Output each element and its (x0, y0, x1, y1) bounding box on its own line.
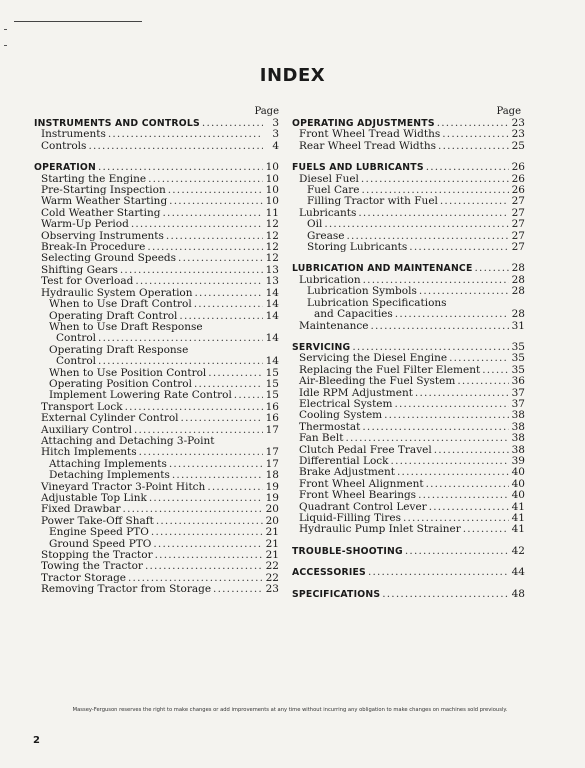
entry-label: Removing Tractor from Storage (41, 583, 212, 596)
entry-label: Idle RPM Adjustment (299, 386, 413, 399)
entry-page-number: 27 (511, 218, 525, 231)
dot-leader (429, 502, 509, 513)
entry-label: Lubrication (299, 273, 361, 286)
entry-label: Oil (307, 218, 323, 231)
entry-page-number: 44 (511, 566, 525, 579)
dot-leader (155, 550, 263, 561)
index-entry (292, 353, 525, 364)
index-entry (34, 299, 279, 310)
entry-label: Filling Tractor with Fuel (307, 195, 438, 208)
dot-leader (195, 288, 263, 299)
entry-page-number: 26 (511, 184, 525, 197)
entry-label: Warm-Up Period (41, 218, 129, 231)
dot-leader (384, 410, 509, 421)
entry-page-number: 13 (265, 275, 279, 288)
entry-page-number: 26 (511, 161, 525, 174)
dot-leader (135, 276, 263, 287)
entry-label: Engine Speed PTO (49, 526, 149, 539)
entry-label: Detaching Implements (49, 469, 170, 482)
index-entry (292, 208, 525, 219)
margin-mark (4, 45, 7, 46)
dot-leader (426, 479, 509, 490)
dot-leader (194, 299, 263, 310)
entry-page-number: 19 (265, 492, 279, 504)
page-title: INDEX (259, 65, 326, 86)
entry-label: External Cylinder Control (41, 412, 179, 425)
index-entry (292, 376, 525, 387)
dot-leader (361, 174, 509, 185)
dot-leader (234, 390, 263, 401)
dot-leader (475, 263, 509, 274)
entry-page-number: 27 (511, 241, 525, 254)
entry-label: Attaching Implements (49, 457, 167, 470)
entry-label: OPERATION (34, 162, 96, 174)
entry-label: Rear Wheel Tread Widths (299, 139, 437, 152)
entry-label: Lubricants (299, 206, 357, 219)
entry-page-number: 28 (511, 308, 525, 321)
entry-page-number: 11 (265, 206, 279, 219)
entry-label: Fan Belt (299, 432, 344, 445)
dot-leader (202, 118, 263, 129)
index-section (34, 162, 279, 595)
entry-label: Vineyard Tractor 3-Point Hitch (41, 480, 206, 493)
entry-label: INSTRUMENTS AND CONTROLS (34, 118, 200, 129)
entry-label: Diesel Fuel (299, 172, 359, 185)
page-column-header: Page (496, 106, 521, 117)
entry-page-number: 27 (511, 229, 525, 242)
entry-page-number: 15 (265, 366, 279, 379)
entry-label: Replacing the Fuel Filter Element (299, 363, 481, 376)
entry-page-number: 22 (265, 560, 279, 573)
entry-label: FUELS AND LUBRICANTS (292, 162, 424, 174)
entry-label: ACCESSORIES (292, 567, 366, 579)
page-number: 2 (33, 735, 40, 746)
entry-label: Shifting Gears (41, 263, 118, 276)
entry-label: Hitch Implements (41, 446, 137, 459)
entry-page-number: 16 (265, 412, 279, 425)
entry-page-number: 40 (511, 489, 525, 502)
entry-page-number: 38 (511, 420, 525, 433)
entry-label: SPECIFICATIONS (292, 588, 381, 600)
index-section-heading (292, 589, 525, 600)
entry-page-number: 21 (265, 549, 279, 562)
entry-page-number: 22 (265, 571, 279, 584)
entry-page-number: 14 (265, 298, 279, 311)
index-section (292, 546, 525, 557)
index-entry (34, 333, 279, 344)
dot-leader (395, 309, 509, 320)
entry-page-number: 12 (265, 218, 279, 231)
entry-label: Selecting Ground Speeds (41, 252, 177, 265)
entry-page-number: 14 (265, 286, 279, 299)
index-entry (34, 141, 279, 152)
entry-page-number: 35 (511, 340, 525, 353)
index-section (292, 567, 525, 578)
entry-label: Auxiliary Control (41, 423, 132, 436)
entry-label: Adjustable Top Link (41, 492, 147, 504)
index-section-heading (292, 567, 525, 578)
entry-label: Cooling System (299, 409, 383, 422)
entry-page-number: 23 (511, 128, 525, 141)
entry-label: Implement Lowering Rate Control (49, 389, 232, 402)
entry-label: SERVICING (292, 341, 351, 353)
index-entry (292, 309, 525, 320)
dot-leader (405, 546, 509, 557)
entry-label: Test for Overload (41, 275, 134, 288)
entry-label: Warm Weather Starting (41, 195, 168, 208)
dot-leader (415, 388, 509, 399)
index-section (292, 118, 525, 152)
entry-page-number: 23 (265, 583, 279, 596)
index-section-heading (292, 546, 525, 557)
index-entry (34, 356, 279, 367)
entry-page-number: 20 (265, 503, 279, 516)
entry-label: Tractor Storage (41, 571, 127, 584)
index-section (292, 589, 525, 600)
entry-label: LUBRICATION AND MAINTENANCE (292, 263, 473, 275)
index-entry (292, 524, 525, 535)
entry-label: OPERATING ADJUSTMENTS (292, 118, 435, 129)
entry-label: Controls (41, 139, 87, 152)
entry-page-number: 35 (511, 363, 525, 376)
dot-leader (368, 567, 509, 578)
dot-leader (172, 470, 263, 481)
entry-page-number: 21 (265, 526, 279, 539)
entry-label: When to Use Draft Control (49, 298, 192, 311)
entry-label: Front Wheel Bearings (299, 489, 417, 502)
entry-label: Observing Instruments (41, 229, 164, 242)
entry-page-number: 42 (511, 544, 525, 557)
dot-leader (463, 524, 509, 535)
entry-page-number: 13 (265, 263, 279, 276)
entry-label: Servicing the Diesel Engine (299, 352, 448, 365)
entry-label: and Capacities (314, 308, 393, 321)
entry-label: Ground Speed PTO (49, 537, 152, 550)
entry-label: Liquid-Filling Tires (299, 512, 401, 524)
entry-page-number: 15 (265, 377, 279, 390)
entry-label: Power Take-Off Shaft (41, 514, 154, 527)
entry-label: Thermostat (299, 420, 361, 433)
dot-leader (151, 527, 263, 538)
entry-page-number: 28 (511, 285, 525, 298)
entry-label: Storing Lubricants (307, 241, 408, 254)
dot-leader (409, 242, 509, 253)
entry-label: Operating Draft Response (49, 343, 189, 356)
index-entry (34, 470, 279, 481)
entry-page-number: 35 (511, 352, 525, 365)
entry-label: Transport Lock (41, 400, 123, 413)
entry-label: Front Wheel Alignment (299, 477, 424, 490)
dot-leader (482, 365, 509, 376)
dot-leader (213, 584, 263, 595)
entry-label: Attaching and Detaching 3-Point (41, 434, 215, 447)
entry-label: Hydraulic System Operation (41, 286, 193, 299)
entry-page-number: 41 (511, 523, 525, 536)
entry-label: TROUBLE-SHOOTING (292, 545, 403, 557)
entry-page-number: 40 (511, 477, 525, 490)
left-index-column (34, 105, 279, 606)
top-rule (14, 21, 142, 22)
dot-leader (166, 231, 263, 242)
entry-page-number: 27 (511, 206, 525, 219)
entry-page-number: 12 (265, 252, 279, 265)
dot-leader (145, 561, 263, 572)
dot-leader (168, 185, 263, 196)
entry-page-number: 20 (265, 514, 279, 527)
entry-label: Control (56, 332, 97, 345)
entry-label: Operating Draft Control (49, 309, 178, 322)
dot-leader (345, 433, 509, 444)
index-entry (34, 413, 279, 424)
dot-leader (108, 129, 263, 140)
entry-label: Hydraulic Pump Inlet Strainer (299, 523, 461, 536)
index-entry (34, 584, 279, 595)
entry-label: When to Use Position Control (49, 366, 207, 379)
entry-page-number: 19 (265, 480, 279, 493)
entry-page-number: 14 (265, 332, 279, 345)
dot-leader (178, 253, 263, 264)
dot-leader (434, 445, 509, 456)
entry-page-number: 12 (265, 241, 279, 254)
footer-note: Massey-Ferguson reserves the right to make changes or add improvements at any time without incurring any obligation to make changes on machines sold previously. (72, 707, 508, 713)
entry-label: Stopping the Tractor (41, 549, 153, 562)
margin-mark (4, 29, 7, 30)
entry-page-number: 17 (265, 423, 279, 436)
entry-page-number: 36 (511, 375, 525, 388)
index-section (292, 263, 525, 331)
entry-page-number: 12 (265, 229, 279, 242)
entry-page-number: 48 (511, 587, 525, 600)
entry-label: Starting the Engine (41, 172, 147, 185)
entry-page-number: 39 (511, 454, 525, 467)
entry-page-number: 37 (511, 386, 525, 399)
entry-label: Control (56, 355, 97, 368)
dot-leader (153, 539, 263, 550)
dot-leader (169, 196, 263, 207)
dot-leader (426, 162, 509, 173)
entry-page-number: 10 (265, 195, 279, 208)
index-entry (34, 219, 279, 230)
entry-label: Brake Adjustment (299, 466, 395, 479)
index-entry (292, 286, 525, 297)
entry-page-number: 41 (511, 512, 525, 524)
dot-leader (394, 399, 509, 410)
entry-page-number: 14 (265, 309, 279, 322)
dot-leader (391, 456, 509, 467)
page-column-header: Page (254, 106, 279, 117)
index-entry (292, 242, 525, 253)
entry-page-number: 18 (265, 469, 279, 482)
dot-leader (156, 516, 263, 527)
entry-label: Operating Position Control (49, 377, 192, 390)
entry-page-number: 10 (265, 184, 279, 197)
dot-leader (358, 208, 509, 219)
entry-label: Air-Bleeding the Fuel System (299, 375, 456, 388)
entry-page-number: 28 (511, 273, 525, 286)
index-entry (292, 219, 525, 230)
entry-label: Towing the Tractor (41, 560, 143, 573)
entry-page-number: 26 (511, 172, 525, 185)
entry-page-number: 23 (511, 117, 525, 129)
entry-page-number: 10 (265, 161, 279, 174)
entry-label: Electrical System (299, 397, 393, 410)
entry-label: Instruments (41, 128, 106, 141)
entry-page-number: 38 (511, 409, 525, 422)
dot-leader (88, 141, 263, 152)
entry-page-number: 16 (265, 400, 279, 413)
dot-leader (163, 208, 264, 219)
dot-leader (120, 265, 263, 276)
entry-label: Fuel Care (307, 184, 360, 197)
index-section (292, 162, 525, 253)
index-entry (292, 433, 525, 444)
index-entry (292, 321, 525, 332)
entry-page-number: 31 (511, 319, 525, 332)
entry-page-number: 27 (511, 195, 525, 208)
entry-page-number: 17 (265, 446, 279, 459)
dot-leader (324, 219, 509, 230)
entry-page-number: 28 (511, 262, 525, 275)
entry-page-number: 41 (511, 500, 525, 513)
dot-leader (418, 490, 509, 501)
entry-page-number: 15 (265, 389, 279, 402)
entry-page-number: 40 (511, 466, 525, 479)
dot-leader (169, 459, 263, 470)
index-entry (292, 490, 525, 501)
entry-label: Maintenance (299, 319, 369, 332)
entry-page-number: 3 (272, 128, 279, 141)
dot-leader (438, 141, 509, 152)
entry-page-number: 10 (265, 172, 279, 185)
entry-label: Quadrant Control Lever (299, 500, 427, 513)
entry-label: Pre-Starting Inspection (41, 184, 166, 197)
dot-leader (449, 353, 509, 364)
dot-leader (98, 162, 263, 173)
entry-page-number: 17 (265, 457, 279, 470)
dot-leader (131, 219, 263, 230)
index-entry (34, 527, 279, 538)
entry-label: Cold Weather Starting (41, 206, 161, 219)
entry-page-number: 4 (272, 139, 279, 152)
dot-leader (382, 589, 509, 600)
dot-leader (208, 368, 263, 379)
entry-label: When to Use Draft Response (49, 320, 203, 333)
entry-label: Break-In Procedure (41, 241, 146, 254)
dot-leader (419, 286, 509, 297)
entry-label: Grease (307, 229, 345, 242)
entry-label: Fixed Drawbar (41, 503, 121, 516)
index-section-heading (292, 162, 525, 173)
dot-leader (370, 321, 509, 332)
entry-page-number: 3 (272, 117, 279, 129)
entry-page-number: 21 (265, 537, 279, 550)
entry-page-number: 38 (511, 432, 525, 445)
entry-page-number: 38 (511, 443, 525, 456)
entry-label: Clutch Pedal Free Travel (299, 443, 432, 456)
dot-leader (442, 129, 509, 140)
dot-leader (149, 493, 263, 504)
right-index-column (292, 105, 525, 610)
entry-page-number: 14 (265, 355, 279, 368)
dot-leader (98, 333, 263, 344)
dot-leader (437, 118, 509, 129)
dot-leader (181, 413, 263, 424)
entry-label: Lubrication Specifications (307, 296, 447, 309)
entry-label: Differential Lock (299, 454, 389, 467)
dot-leader (457, 376, 509, 387)
dot-leader (362, 422, 509, 433)
index-entry (34, 276, 279, 287)
entry-page-number: 37 (511, 397, 525, 410)
index-section-heading (34, 162, 279, 173)
dot-leader (440, 196, 509, 207)
dot-leader (207, 482, 263, 493)
index-section (292, 342, 525, 536)
index-section (34, 118, 279, 152)
dot-leader (98, 356, 263, 367)
entry-label: Lubrication Symbols (307, 285, 417, 298)
entry-page-number: 25 (511, 139, 525, 152)
index-entry (292, 141, 525, 152)
entry-label: Front Wheel Tread Widths (299, 128, 441, 141)
